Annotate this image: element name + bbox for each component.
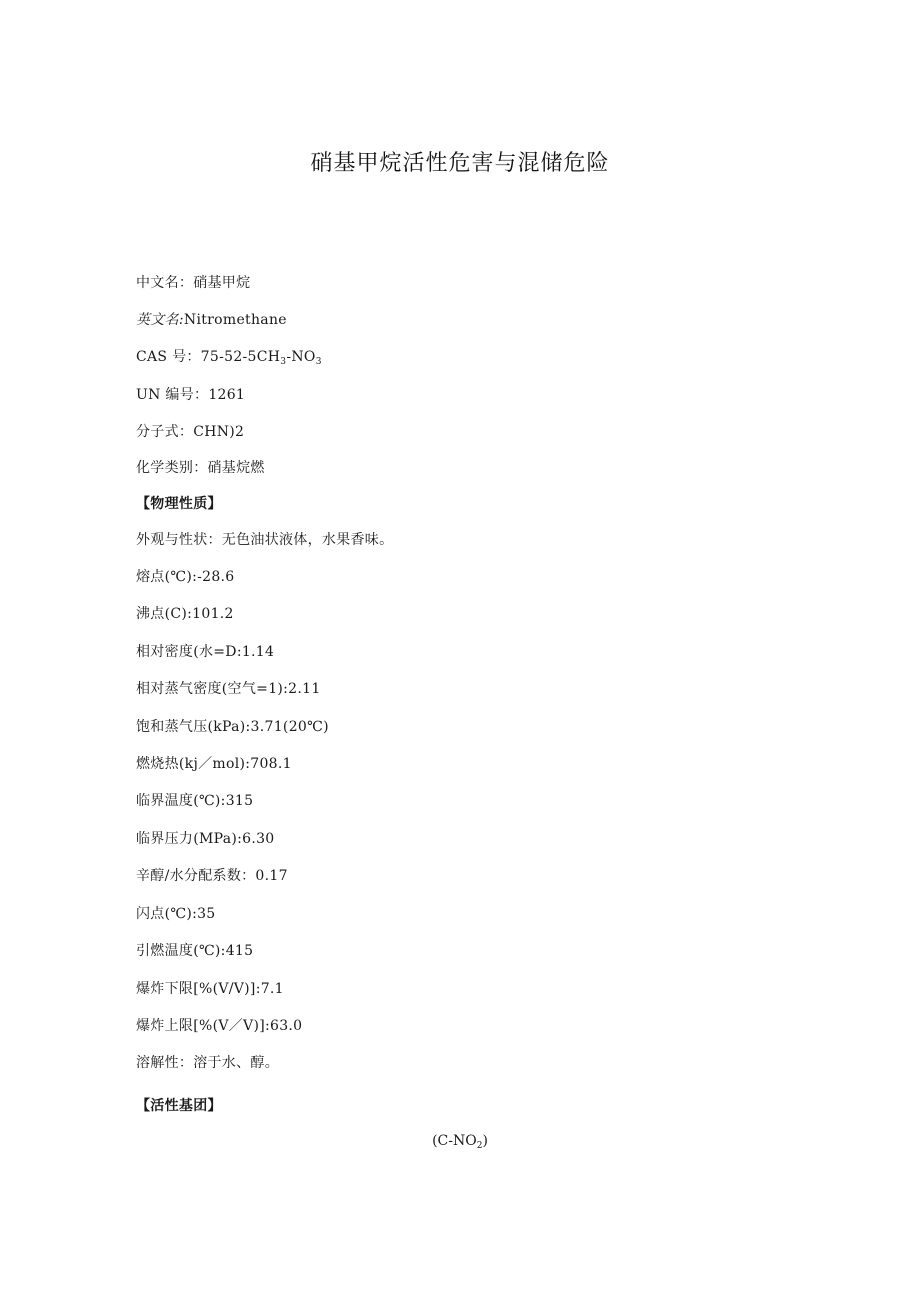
english-name-label: 英文名: bbox=[136, 312, 184, 328]
english-name-row bbox=[136, 311, 287, 329]
property-line: 外观与性状：无色油状液体，水果香味。 bbox=[136, 532, 394, 548]
group-prefix: (C-NO bbox=[432, 1133, 477, 1149]
un-label: UN 编号： bbox=[136, 387, 209, 403]
property-line: 沸点(C):101.2 bbox=[136, 606, 234, 622]
un-row bbox=[136, 386, 245, 404]
property-line: 相对蒸气密度(空气=1):2.11 bbox=[136, 681, 321, 697]
formula-row bbox=[136, 423, 244, 441]
cas-value-mid: -NO bbox=[286, 349, 316, 365]
property-line: 闪点(℃):35 bbox=[136, 906, 216, 922]
group-subscript: 2 bbox=[476, 1141, 483, 1151]
formula-value: CHN)2 bbox=[193, 424, 245, 440]
cas-subscript-2: 3 bbox=[315, 357, 322, 367]
cas-row bbox=[136, 348, 322, 366]
property-line: 爆炸上限[%(V／V)]:63.0 bbox=[136, 1018, 303, 1034]
property-line: 辛醇/水分配系数：0.17 bbox=[136, 868, 288, 884]
chinese-name-value: 硝基甲烷 bbox=[193, 275, 251, 291]
chinese-name-row bbox=[136, 274, 250, 292]
property-line: 熔点(℃):-28.6 bbox=[136, 569, 235, 585]
section-active-heading: 【活性基团】 bbox=[136, 1098, 222, 1114]
property-line: 爆炸下限[%(V/V)]:7.1 bbox=[136, 981, 284, 997]
cas-value-main: 75-52-5CH bbox=[200, 349, 281, 365]
property-line: 燃烧热(kj／mol):708.1 bbox=[136, 756, 292, 772]
property-line: 相对密度(水=D:1.14 bbox=[136, 644, 275, 660]
active-group-formula bbox=[0, 1132, 920, 1150]
category-value: 硝基烷燃 bbox=[207, 460, 265, 476]
cas-label: CAS 号： bbox=[136, 349, 201, 365]
property-line: 溶解性：溶于水、醇。 bbox=[136, 1055, 279, 1071]
un-value: 1261 bbox=[208, 387, 246, 403]
english-name-value: Nitromethane bbox=[183, 312, 287, 328]
cas-subscript-1: 3 bbox=[280, 357, 287, 367]
section-physical-heading: 【物理性质】 bbox=[136, 496, 222, 512]
category-row bbox=[136, 459, 265, 477]
category-label: 化学类别： bbox=[136, 460, 208, 476]
formula-label: 分子式： bbox=[136, 424, 194, 440]
document-title: 硝基甲烷活性危害与混储危险 bbox=[310, 151, 610, 176]
property-line: 引燃温度(℃):415 bbox=[136, 943, 254, 959]
property-line: 饱和蒸气压(kPa):3.71(20℃) bbox=[136, 719, 329, 735]
chinese-name-label: 中文名： bbox=[136, 275, 194, 291]
group-suffix: ) bbox=[482, 1133, 488, 1149]
property-line: 临界温度(℃):315 bbox=[136, 793, 254, 809]
property-line: 临界压力(MPa):6.30 bbox=[136, 831, 275, 847]
